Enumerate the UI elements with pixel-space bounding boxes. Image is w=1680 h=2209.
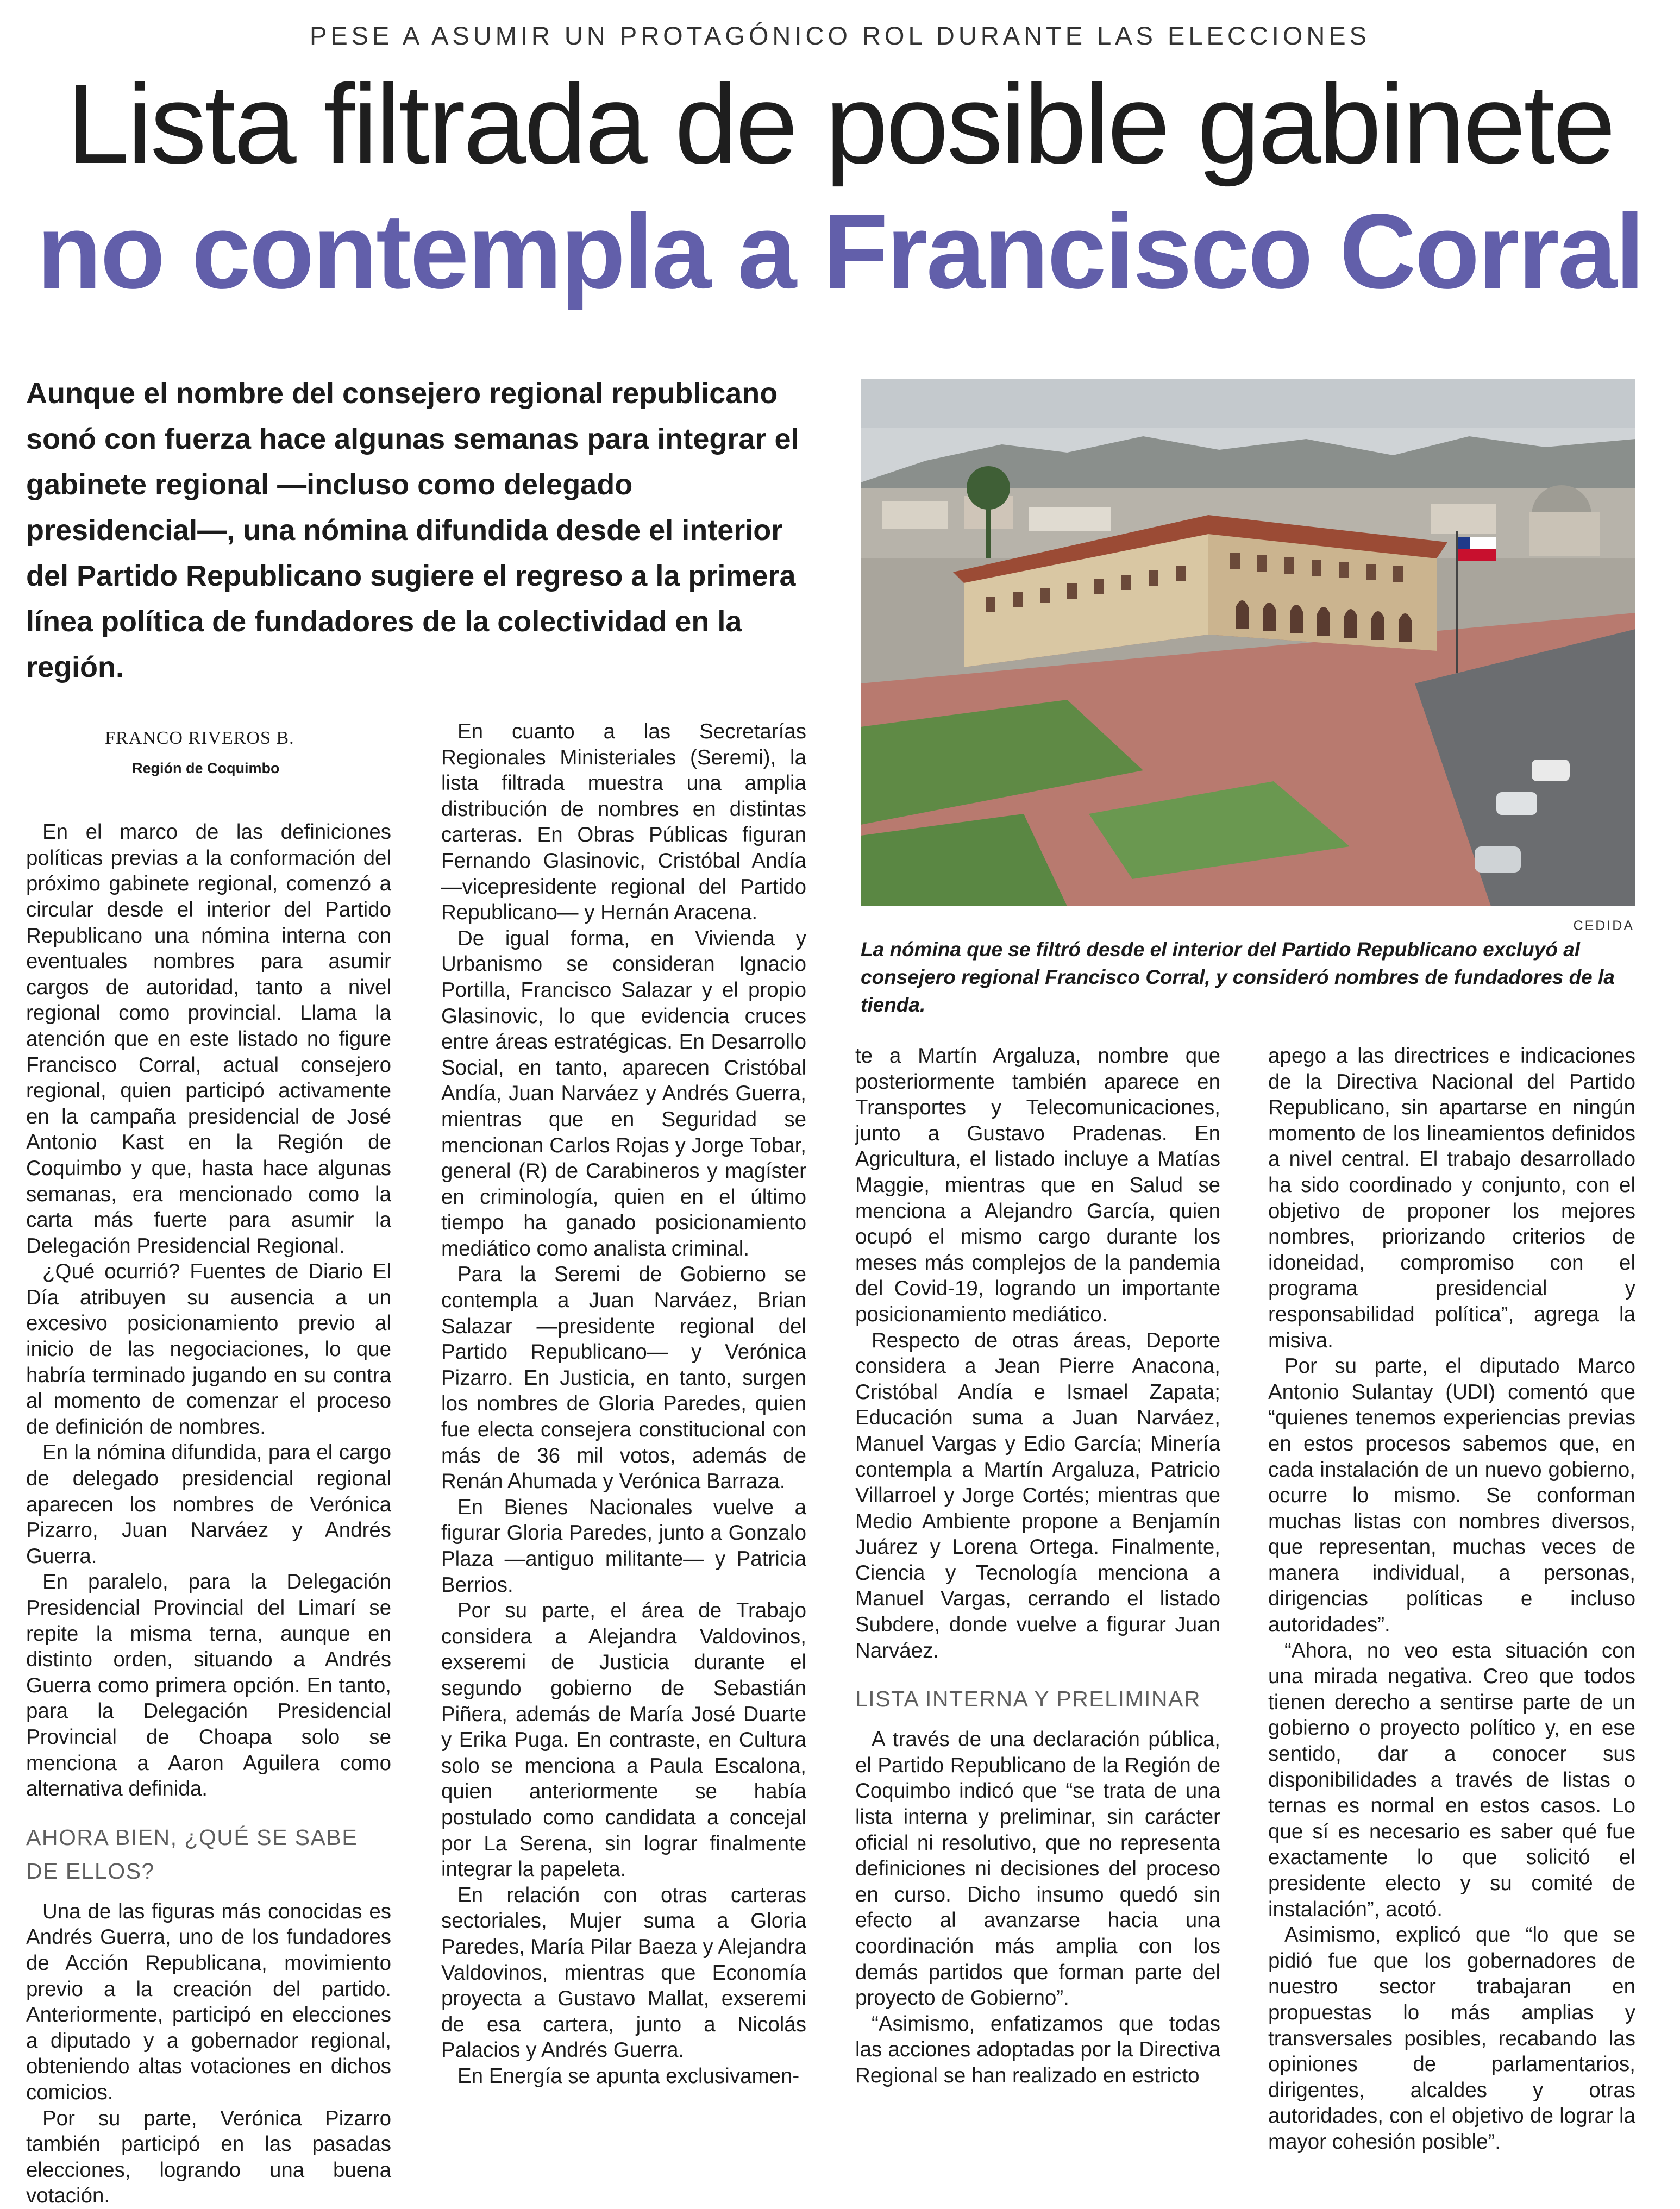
col2-paragraph-1: En cuanto a las Secretarías Regionales Ministeriales (Seremi), la lista filtrada muestra una amplia distribución de nombres en distintas carteras. En Obras Públicas figuran Fernando Glasinovic, Cristóbal Andía —vicepresidente regional del Partido Republicano— y Hernán Aracena. [441, 720, 806, 925]
col1-paragraph-4: En paralelo, para la Delegación Presidencial Provincial del Limarí se repite la misma terna, aunque en distinto orden, situando a Andrés Guerra como primera opción. En tanto, para la Delegación Presidencial Provincial de Choapa solo se menciona a Aaron Aguilera como alternativa definida. [26, 1570, 391, 1801]
col2-paragraph-6: En relación con otras carteras sectoriales, Mujer suma a Gloria Paredes, María Pilar Baeza y Alejandra Valdovinos, mientras que Economía proyecta a Gustavo Mallat, exseremi de esa cartera, junto a Nicolás Palacios y Andrés Guerra. [441, 1883, 806, 2062]
photo-illustration [861, 379, 1635, 906]
col1-paragraph-1: En el marco de las definiciones políticas previas a la conformación del próximo gabinete regional, comenzó a circular desde el interior del Partido Republicano una nómina interna con eventuales nombres para asumir cargos de autoridad, tanto a nivel regional como provincial. Llama la atención que en este listado no figure Francisco Corral, actual consejero regional, quien participó activamente en la campaña presidencial de José Antonio Kast en la Región de Coquimbo y que, hasta hace algunas semanas, era mencionado como la carta más fuerte para asumir la Delegación Presidencial Regional. [26, 820, 391, 1258]
col1-paragraph-6: Por su parte, Verónica Pizarro también participó en las pasadas elecciones, logrando una buena votación. [26, 2106, 391, 2208]
col2-paragraph-7: En Energía se apunta exclusivamen- [457, 2064, 800, 2088]
article-column-3 [855, 1043, 1220, 2089]
col4-paragraph-3: “Ahora, no veo esta situación con una mirada negativa. Creo que todos tienen derecho a sentirse parte de un gobierno o proyecto político y, en ese sentido, dar a conocer sus disponibilidades a través de listas o ternas es normal en estos casos. Lo que sí es necesario es saber qué fue exactamente lo que solicitó el presidente electo y su comité de instalación”, acotó. [1268, 1639, 1635, 1921]
kicker: PESE A ASUMIR UN PROTAGÓNICO ROL DURANTE LAS ELECCIONES [309, 21, 1371, 50]
photo-caption: La nómina que se filtró desde el interior del Partido Republicano excluyó al consejero regional Francisco Corral, y consideró nombres de fundadores de la tienda. [861, 938, 1615, 1016]
col4-paragraph-4: Asimismo, explicó que “lo que se pidió fue que los gobernadores de nuestro sector trabajaran en propuestas lo más amplias y transversales posibles, recabando las opiniones de parlamentarios, dirigentes, alcaldes y otras autoridades, con el objetivo de lograr la mayor cohesión posible”. [1268, 1923, 1635, 2154]
col3-paragraph-1: te a Martín Argaluza, nombre que posteriormente también aparece en Transportes y Telecomunicaciones, junto a Gustavo Pradenas. En Agricultura, el listado incluye a Matías Maggie, mientras que en Salud se menciona a Alejandro García, quien ocupó el mismo cargo durante los meses más complejos de la pandemia del Covid-19, logrando un importante posicionamiento mediático. [855, 1044, 1220, 1326]
byline-author: FRANCO RIVEROS B. [105, 728, 294, 748]
article-column-4 [1268, 1043, 1635, 2155]
col1-paragraph-5: Una de las figuras más conocidas es Andrés Guerra, uno de los fundadores de Acción Republicana, movimiento previo a la creación del partido. Anteriormente, participó en elecciones a diputado y a gobernador regional, obteniendo altas votaciones en dichos comicios. [26, 1899, 391, 2104]
col1-paragraph-3: En la nómina difundida, para el cargo de delegado presidencial regional aparecen los nombres de Verónica Pizarro, Juan Narváez y Andrés Guerra. [26, 1441, 391, 1568]
col2-paragraph-4: En Bienes Nacionales vuelve a figurar Gloria Paredes, junto a Gonzalo Plaza —antiguo militante— y Patricia Berrios. [441, 1495, 806, 1597]
col3-paragraph-3: A través de una declaración pública, el Partido Republicano de la Región de Coquimbo indicó que “se trata de una lista interna y preliminar, sin carácter oficial ni resolutivo, que no representa definiciones ni decisiones del proceso en curso. Dicho insumo quedó sin efecto al avanzarse hacia una coordinación más amplia con los demás partidos que forman parte del proyecto de Gobierno”. [855, 1728, 1220, 2010]
col2-paragraph-5: Por su parte, el área de Trabajo considera a Alejandra Valdovinos, exseremi de Justicia durante el segundo gobierno de Sebastián Piñera, además de María José Duarte y Erika Puga. En contraste, en Cultura solo se menciona a Paula Escalona, quien anteriormente se había postulado como candidata a concejal por La Serena, sin lograr finalmente integrar la papeleta. [441, 1599, 806, 1881]
article-column-2 [441, 719, 806, 2089]
col2-paragraph-2: De igual forma, en Vivienda y Urbanismo se consideran Ignacio Portilla, Francisco Salazar y el propio Glasinovic, lo que evidencia cruces entre áreas estratégicas. En Desarrollo Social, en tanto, aparecen Cristóbal Andía, Juan Narváez y Andrés Guerra, mientras que en Seguridad se mencionan Carlos Rojas y Jorge Tobar, general (R) de Carabineros y magíster en criminología, quien en el último tiempo ha ganado posicionamiento mediático como analista criminal. [441, 926, 806, 1260]
subheading-ahora-bien: AHORA BIEN, ¿QUÉ SE SABE DE ELLOS? [26, 1824, 358, 1884]
col1-paragraph-2: ¿Qué ocurrió? Fuentes de Diario El Día atribuyen su ausencia a un excesivo posicionamiento previo al inicio de las negociaciones, lo que habría terminado jugando en su contra al momento de comenzar el proceso de definición de nombres. [26, 1260, 391, 1439]
subheading-lista-interna: LISTA INTERNA Y PRELIMINAR [855, 1686, 1201, 1712]
photo-credit: CEDIDA [1573, 918, 1634, 933]
col4-paragraph-2: Por su parte, el diputado Marco Antonio Sulantay (UDI) comentó que “quienes tenemos experiencias previas en estos procesos sabemos que, en cada instalación de un nuevo gobierno, ocurre lo mismo. Se conforman muchas listas con nombres diversos, que representan, muchas veces de manera individual, a personas, dirigencias políticas e incluso autoridades”. [1268, 1354, 1635, 1637]
lead-paragraph: Aunque el nombre del consejero regional republicano sonó con fuerza hace algunas semanas para integrar el gabinete regional —incluso como delegado presidencial—, una nómina difundida desde el interior del Partido Republicano sugiere el regreso a la primera línea política de fundadores de la colectividad en la región. [26, 377, 799, 683]
col4-paragraph-1: apego a las directrices e indicaciones de la Directiva Nacional del Partido Republicano, sin apartarse en ningún momento de los lineamientos definidos a nivel central. El trabajo desarrollado ha sido coordinado y conjunto, con el objetivo de proponer los mejores nombres, priorizando criterios de idoneidad, compromiso con el programa presidencial y responsabilidad política”, agrega la misiva. [1268, 1044, 1635, 1352]
col3-paragraph-2: Respecto de otras áreas, Deporte considera a Jean Pierre Anacona, Cristóbal Andía e Ismael Zapata; Educación suma a Juan Narváez, Manuel Vargas y Edio García; Minería contempla a Martín Argaluza, Patricio Villarroel y Jorge Cortés; mientras que Medio Ambiente propone a Benjamín Juárez y Lorena Ortega. Finalmente, Ciencia y Tecnología menciona a Manuel Vargas, cerrando el listado Subdere, donde vuelve a figurar Juan Narváez. [855, 1328, 1220, 1662]
col2-paragraph-3: Para la Seremi de Gobierno se contempla a Juan Narváez, Brian Salazar —presidente regional del Partido Republicano— y Verónica Pizarro. En Justicia, en tanto, surgen los nombres de Gloria Paredes, quien fue electa consejera constitucional con más de 36 mil votos, además de Renán Ahumada y Verónica Barraza. [441, 1263, 806, 1493]
article-column-1 [26, 725, 391, 2209]
col3-paragraph-4: “Asimismo, enfatizamos que todas las acciones adoptadas por la Directiva Regional se han realizado en estricto [855, 2012, 1220, 2087]
headline-line-1: Lista filtrada de posible gabinete [66, 61, 1614, 187]
article-photo [861, 379, 1635, 906]
byline-region: Región de Coquimbo [132, 760, 280, 776]
headline-line-2: no contempla a Francisco Corral [36, 192, 1644, 311]
